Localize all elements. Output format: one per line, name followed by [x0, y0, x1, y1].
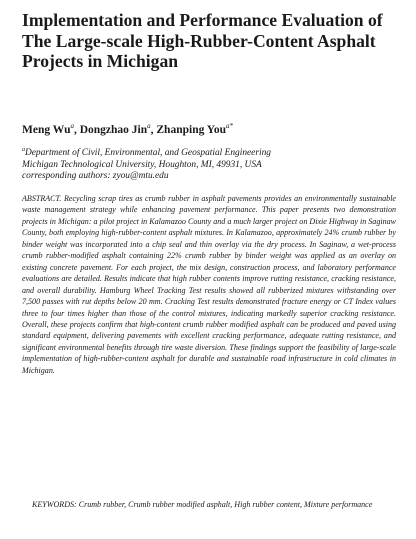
author-superscript: a*	[225, 122, 233, 130]
keywords: KEYWORDS: Crumb rubber, Crumb rubber modified asphalt, High rubber content, Mixture performance	[32, 500, 373, 509]
author: Dongzhao Jin$^a$,	[79, 122, 157, 136]
author: Meng Wu$^a$,	[22, 122, 80, 136]
affiliation	[22, 145, 402, 183]
paper-title: Implementation and Performance Evaluation of The Large-scale High-Rubber-Content Asphalt Projects in Michigan	[22, 10, 383, 71]
affiliation-line: Michigan Technological University, Houghton, MI, 49931, USA	[22, 159, 262, 170]
author-list	[22, 119, 402, 137]
corresponding-author-line: corresponding authors: zyou@mtu.edu	[22, 171, 169, 182]
author: Zhanping You$^{a*}$	[156, 122, 233, 136]
abstract: ABSTRACT. Recycling scrap tires as crumb rubber in asphalt pavements provides an environmentally sustainable waste management strategy while enhancing pavement performance. This paper presents two demonstration projects in Michigan: a pilot project in Kalamazoo County and a much larger project on Dixie Highway in Saginaw County, both employing high-rubber-content asphalt mixtures. In Kalamazoo, approximately 24% crumb rubber by binder weight was incorporated into a chip seal and thin overlay via the dry process. In Saginaw, a wet-process crumb rubber-modified asphalt containing 22% crumb rubber by binder weight was applied as an overlay on existing concrete pavement. For each project, the mix design, construction process, and laboratory performance evaluations are detailed. Results indicate that high rubber contents improve rutting resistance, cracking resistance, and overall durability. Hamburg Wheel Tracking Test results showed all rubberized mixtures withstanding over 7,500 passes with rut depths below 20 mm. Cracking Test results demonstrated fracture energy or CT Index values three to four times higher than those of the control mixtures, indicating markedly superior cracking resistance. Overall, these projects confirm that high-content crumb rubber modified asphalt can be produced and paved using standard equipment, delivering pavements with excellent cracking performance, adequate rutting resistance, and significant environmental benefits through tire waste diversion. These findings support the feasibility of large-scale implementation of high-rubber-content asphalt for durable and sustainable road infrastructure in cold climates in Michigan.	[22, 194, 396, 375]
author-superscript: a	[70, 122, 74, 130]
affiliation-superscript: a	[22, 147, 25, 153]
affiliation-line: $^a$Department of Civil, Environmental, and Geospatial Engineering	[22, 147, 271, 159]
author-superscript: a	[147, 122, 151, 130]
